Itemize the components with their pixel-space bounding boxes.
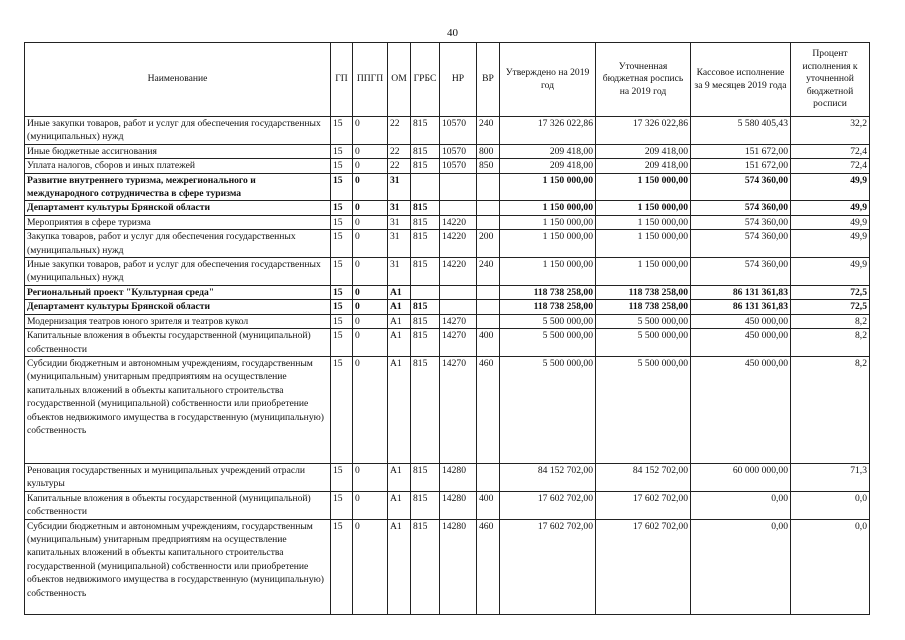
- cell-np: 14270: [440, 329, 477, 357]
- cell-cash: 5 580 405,43: [691, 117, 791, 145]
- cell-gp: 15: [331, 215, 353, 229]
- cell-percent: 49,9: [791, 230, 870, 258]
- cell-approved: 1 150 000,00: [500, 173, 596, 201]
- cell-np: 14280: [440, 463, 477, 491]
- table-row: [25, 159, 870, 173]
- cell-percent: 8,2: [791, 329, 870, 357]
- cell-refined: 84 152 702,00: [596, 463, 691, 491]
- cell-om: 22: [388, 159, 411, 173]
- cell-cash: 151 672,00: [691, 144, 791, 158]
- cell-vr: [477, 215, 500, 229]
- cell-gp: 15: [331, 117, 353, 145]
- cell-om: 31: [388, 230, 411, 258]
- budget-execution-table: [24, 42, 870, 615]
- cell-gp: 15: [331, 519, 353, 614]
- cell-ppgp: 0: [353, 201, 388, 215]
- col-header-om: ОМ: [388, 43, 411, 117]
- col-header-cash: Кассовое исполнение за 9 месяцев 2019 года: [691, 43, 791, 117]
- cell-name: Капитальные вложения в объекты государственной (муниципальной) собственности: [25, 491, 331, 519]
- cell-percent: 0,0: [791, 519, 870, 614]
- table-row: [25, 463, 870, 491]
- table-row: [25, 230, 870, 258]
- cell-ppgp: 0: [353, 215, 388, 229]
- table-row: [25, 173, 870, 201]
- cell-gp: 15: [331, 314, 353, 328]
- cell-gp: 15: [331, 463, 353, 491]
- cell-cash: 450 000,00: [691, 329, 791, 357]
- cell-ppgp: 0: [353, 173, 388, 201]
- cell-refined: 17 602 702,00: [596, 519, 691, 614]
- cell-percent: 72,5: [791, 300, 870, 314]
- cell-np: 14270: [440, 314, 477, 328]
- cell-name: Реновация государственных и муниципальных учреждений отрасли культуры: [25, 463, 331, 491]
- cell-cash: 0,00: [691, 519, 791, 614]
- cell-refined: 5 500 000,00: [596, 329, 691, 357]
- cell-refined: 1 150 000,00: [596, 201, 691, 215]
- cell-grbs: 815: [411, 329, 440, 357]
- cell-ppgp: 0: [353, 491, 388, 519]
- cell-refined: 118 738 258,00: [596, 300, 691, 314]
- cell-name: Капитальные вложения в объекты государственной (муниципальной) собственности: [25, 329, 331, 357]
- cell-percent: 0,0: [791, 491, 870, 519]
- table-row: [25, 215, 870, 229]
- cell-cash: 151 672,00: [691, 159, 791, 173]
- cell-cash: 574 360,00: [691, 173, 791, 201]
- cell-percent: 72,4: [791, 159, 870, 173]
- cell-cash: 450 000,00: [691, 314, 791, 328]
- cell-om: 22: [388, 117, 411, 145]
- cell-approved: 5 500 000,00: [500, 329, 596, 357]
- cell-cash: 86 131 361,83: [691, 300, 791, 314]
- cell-percent: 72,4: [791, 144, 870, 158]
- cell-grbs: 815: [411, 463, 440, 491]
- cell-percent: 71,3: [791, 463, 870, 491]
- cell-approved: 1 150 000,00: [500, 201, 596, 215]
- cell-name: Уплата налогов, сборов и иных платежей: [25, 159, 331, 173]
- cell-percent: 32,2: [791, 117, 870, 145]
- cell-approved: 1 150 000,00: [500, 230, 596, 258]
- cell-percent: 49,9: [791, 258, 870, 286]
- table-row: [25, 144, 870, 158]
- cell-name: Субсидии бюджетным и автономным учреждениям, государственным (муниципальным) унитарным предприятиям на осуществление капитальных вложений в объекты капитального строительства государственной (муниципальной) собственности или приобретение объектов недвижимого имущества в государственную (муниципальную) собственность: [25, 356, 331, 463]
- cell-approved: 17 602 702,00: [500, 491, 596, 519]
- cell-vr: 460: [477, 519, 500, 614]
- cell-grbs: 815: [411, 491, 440, 519]
- cell-grbs: 815: [411, 519, 440, 614]
- cell-name: Иные закупки товаров, работ и услуг для обеспечения государственных (муниципальных) нужд: [25, 258, 331, 286]
- cell-vr: [477, 314, 500, 328]
- table-row: [25, 285, 870, 299]
- cell-percent: 72,5: [791, 285, 870, 299]
- table-row: [25, 519, 870, 614]
- cell-vr: 850: [477, 159, 500, 173]
- col-header-gp: ГП: [331, 43, 353, 117]
- cell-gp: 15: [331, 173, 353, 201]
- table-header-row: [25, 43, 870, 117]
- cell-om: 31: [388, 258, 411, 286]
- cell-cash: 574 360,00: [691, 230, 791, 258]
- cell-vr: 460: [477, 356, 500, 463]
- cell-gp: 15: [331, 201, 353, 215]
- cell-name: Субсидии бюджетным и автономным учреждениям, государственным (муниципальным) унитарным предприятиям на осуществление капитальных вложений в объекты капитального строительства государственной (муниципальной) собственности или приобретение объектов недвижимого имущества в государственную (муниципальную) собственность: [25, 519, 331, 614]
- cell-vr: 800: [477, 144, 500, 158]
- cell-grbs: 815: [411, 300, 440, 314]
- cell-gp: 15: [331, 329, 353, 357]
- cell-np: 14280: [440, 519, 477, 614]
- cell-name: Департамент культуры Брянской области: [25, 201, 331, 215]
- cell-cash: 574 360,00: [691, 201, 791, 215]
- cell-ppgp: 0: [353, 285, 388, 299]
- cell-ppgp: 0: [353, 144, 388, 158]
- page-number: 40: [447, 27, 458, 39]
- cell-grbs: [411, 285, 440, 299]
- cell-ppgp: 0: [353, 356, 388, 463]
- cell-gp: 15: [331, 159, 353, 173]
- cell-approved: 118 738 258,00: [500, 300, 596, 314]
- cell-om: A1: [388, 519, 411, 614]
- cell-approved: 17 602 702,00: [500, 519, 596, 614]
- cell-grbs: [411, 173, 440, 201]
- cell-refined: 209 418,00: [596, 159, 691, 173]
- col-header-percent: Процент исполнения к уточненной бюджетной росписи: [791, 43, 870, 117]
- cell-np: [440, 201, 477, 215]
- col-header-approved: Утверждено на 2019 год: [500, 43, 596, 117]
- cell-gp: 15: [331, 300, 353, 314]
- col-header-vr: ВР: [477, 43, 500, 117]
- cell-approved: 5 500 000,00: [500, 356, 596, 463]
- table-row: [25, 356, 870, 463]
- table-body: [25, 117, 870, 615]
- cell-np: [440, 173, 477, 201]
- cell-om: A1: [388, 356, 411, 463]
- cell-grbs: 815: [411, 215, 440, 229]
- cell-np: 10570: [440, 117, 477, 145]
- cell-name: Мероприятия в сфере туризма: [25, 215, 331, 229]
- cell-vr: [477, 173, 500, 201]
- cell-vr: [477, 285, 500, 299]
- cell-refined: 118 738 258,00: [596, 285, 691, 299]
- cell-np: 14270: [440, 356, 477, 463]
- cell-vr: 240: [477, 258, 500, 286]
- cell-np: [440, 285, 477, 299]
- cell-ppgp: 0: [353, 329, 388, 357]
- cell-refined: 17 602 702,00: [596, 491, 691, 519]
- cell-approved: 84 152 702,00: [500, 463, 596, 491]
- cell-percent: 49,9: [791, 201, 870, 215]
- cell-approved: 5 500 000,00: [500, 314, 596, 328]
- cell-np: 10570: [440, 144, 477, 158]
- cell-ppgp: 0: [353, 230, 388, 258]
- cell-gp: 15: [331, 144, 353, 158]
- cell-percent: 8,2: [791, 314, 870, 328]
- col-header-name: Наименование: [25, 43, 331, 117]
- cell-ppgp: 0: [353, 463, 388, 491]
- cell-np: 14220: [440, 230, 477, 258]
- cell-name: Департамент культуры Брянской области: [25, 300, 331, 314]
- cell-vr: [477, 463, 500, 491]
- cell-ppgp: 0: [353, 300, 388, 314]
- cell-name: Модернизация театров юного зрителя и театров кукол: [25, 314, 331, 328]
- table-row: [25, 314, 870, 328]
- cell-name: Региональный проект "Культурная среда": [25, 285, 331, 299]
- cell-refined: 1 150 000,00: [596, 215, 691, 229]
- cell-refined: 1 150 000,00: [596, 230, 691, 258]
- cell-vr: [477, 300, 500, 314]
- cell-om: 31: [388, 215, 411, 229]
- cell-gp: 15: [331, 258, 353, 286]
- cell-name: Развитие внутреннего туризма, межрегионального и международного сотрудничества в сфере туризма: [25, 173, 331, 201]
- cell-cash: 60 000 000,00: [691, 463, 791, 491]
- table-row: [25, 201, 870, 215]
- cell-refined: 209 418,00: [596, 144, 691, 158]
- cell-refined: 17 326 022,86: [596, 117, 691, 145]
- cell-refined: 1 150 000,00: [596, 173, 691, 201]
- cell-np: 10570: [440, 159, 477, 173]
- col-header-grbs: ГРБС: [411, 43, 440, 117]
- table-row: [25, 117, 870, 145]
- cell-om: 31: [388, 201, 411, 215]
- cell-name: Иные закупки товаров, работ и услуг для обеспечения государственных (муниципальных) нужд: [25, 117, 331, 145]
- cell-percent: 49,9: [791, 173, 870, 201]
- cell-name: Иные бюджетные ассигнования: [25, 144, 331, 158]
- cell-cash: 0,00: [691, 491, 791, 519]
- cell-grbs: 815: [411, 314, 440, 328]
- cell-cash: 574 360,00: [691, 258, 791, 286]
- cell-refined: 5 500 000,00: [596, 314, 691, 328]
- cell-ppgp: 0: [353, 159, 388, 173]
- cell-ppgp: 0: [353, 258, 388, 286]
- cell-om: A1: [388, 329, 411, 357]
- cell-cash: 450 000,00: [691, 356, 791, 463]
- cell-grbs: 815: [411, 144, 440, 158]
- cell-percent: 49,9: [791, 215, 870, 229]
- cell-om: A1: [388, 463, 411, 491]
- table-row: [25, 491, 870, 519]
- cell-approved: 209 418,00: [500, 144, 596, 158]
- cell-cash: 574 360,00: [691, 215, 791, 229]
- cell-vr: [477, 201, 500, 215]
- cell-refined: 1 150 000,00: [596, 258, 691, 286]
- cell-gp: 15: [331, 356, 353, 463]
- table-row: [25, 258, 870, 286]
- cell-name: Закупка товаров, работ и услуг для обеспечения государственных (муниципальных) нужд: [25, 230, 331, 258]
- cell-gp: 15: [331, 230, 353, 258]
- cell-approved: 118 738 258,00: [500, 285, 596, 299]
- cell-ppgp: 0: [353, 519, 388, 614]
- cell-om: A1: [388, 300, 411, 314]
- col-header-ppgp: ППГП: [353, 43, 388, 117]
- cell-grbs: 815: [411, 356, 440, 463]
- cell-vr: 200: [477, 230, 500, 258]
- cell-om: A1: [388, 285, 411, 299]
- col-header-refined: Уточненная бюджетная роспись на 2019 год: [596, 43, 691, 117]
- cell-vr: 240: [477, 117, 500, 145]
- cell-np: 14220: [440, 258, 477, 286]
- cell-approved: 1 150 000,00: [500, 258, 596, 286]
- cell-np: 14220: [440, 215, 477, 229]
- cell-gp: 15: [331, 491, 353, 519]
- cell-refined: 5 500 000,00: [596, 356, 691, 463]
- cell-ppgp: 0: [353, 117, 388, 145]
- cell-cash: 86 131 361,83: [691, 285, 791, 299]
- cell-grbs: 815: [411, 117, 440, 145]
- col-header-np: НР: [440, 43, 477, 117]
- cell-np: [440, 300, 477, 314]
- cell-approved: 209 418,00: [500, 159, 596, 173]
- cell-ppgp: 0: [353, 314, 388, 328]
- table-row: [25, 329, 870, 357]
- cell-grbs: 815: [411, 258, 440, 286]
- cell-grbs: 815: [411, 159, 440, 173]
- cell-om: 31: [388, 173, 411, 201]
- cell-om: A1: [388, 491, 411, 519]
- cell-grbs: 815: [411, 230, 440, 258]
- table-row: [25, 300, 870, 314]
- cell-gp: 15: [331, 285, 353, 299]
- cell-vr: 400: [477, 329, 500, 357]
- cell-approved: 17 326 022,86: [500, 117, 596, 145]
- cell-grbs: 815: [411, 201, 440, 215]
- cell-approved: 1 150 000,00: [500, 215, 596, 229]
- cell-om: 22: [388, 144, 411, 158]
- cell-om: A1: [388, 314, 411, 328]
- cell-percent: 8,2: [791, 356, 870, 463]
- cell-vr: 400: [477, 491, 500, 519]
- cell-np: 14280: [440, 491, 477, 519]
